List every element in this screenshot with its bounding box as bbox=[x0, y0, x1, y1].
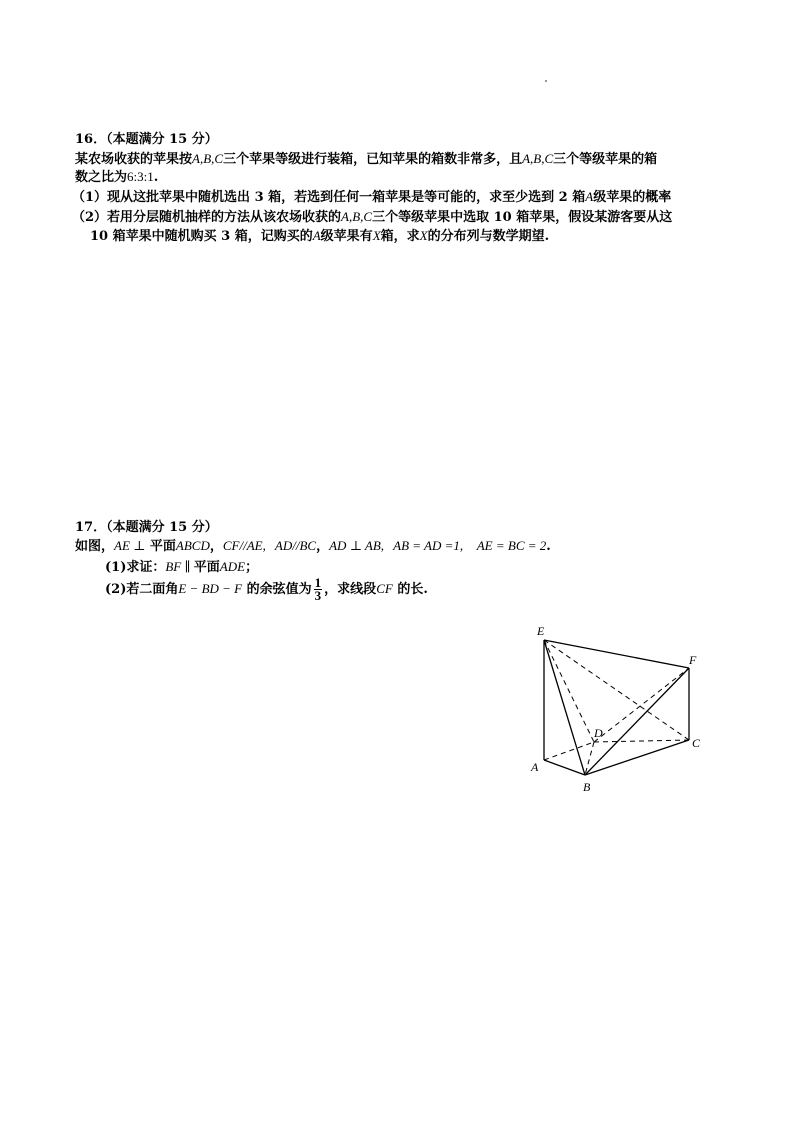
scan-dot bbox=[545, 80, 547, 82]
q17-part2: (2)若二面角E − BD − F 的余弦值为 $\frac{1}{3}$ ，求线段CF 的长. bbox=[105, 575, 428, 603]
q16-part1: （1）现从这批苹果中随机选出 3 箱，若选到任何一箱苹果是等可能的，求至少选到 2 箱A级苹果的概率 bbox=[72, 189, 672, 205]
edge-ED bbox=[544, 640, 594, 742]
label-E: E bbox=[537, 624, 545, 638]
geometry-figure bbox=[520, 615, 740, 800]
label-C: C bbox=[692, 736, 701, 750]
edge-AB bbox=[544, 760, 585, 775]
edge-EB bbox=[544, 640, 585, 775]
edge-DF bbox=[594, 668, 689, 742]
q17-given: 如图，AE ⊥ 平面ABCD，CF//AE, AD//BC，AD ⊥ AB, AB = AD =1, AE = BC = 2. bbox=[75, 538, 551, 554]
edge-EF bbox=[544, 640, 689, 668]
q16-stem-line1: 某农场收获的苹果按A,B,C三个苹果等级进行装箱，已知苹果的箱数非常多，且A,B,C三个等级苹果的箱 bbox=[75, 151, 658, 167]
edge-BF bbox=[585, 668, 689, 775]
label-A: A bbox=[531, 760, 539, 774]
q17-title: 17．（本题满分 15 分） bbox=[75, 520, 218, 535]
edge-AD bbox=[544, 742, 594, 760]
q16-title: 16．（本题满分 15 分） bbox=[75, 132, 218, 147]
edge-DC bbox=[594, 740, 689, 742]
q17-part1: (1)求证：BF ∥ 平面ADE； bbox=[105, 559, 259, 575]
label-F: F bbox=[689, 653, 697, 667]
q16-part2-line2: 10 箱苹果中随机购买 3 箱，记购买的A级苹果有X箱，求X的分布列与数学期望. bbox=[90, 228, 550, 244]
q16-part2-line1: （2）若用分层随机抽样的方法从该农场收获的A,B,C三个等级苹果中选取 10 箱苹果，假设某游客要从这 bbox=[72, 209, 673, 225]
label-B: B bbox=[583, 780, 591, 794]
q16-stem-line2: 数之比为6:3:1. bbox=[75, 169, 159, 185]
edge-BC bbox=[585, 740, 689, 775]
label-D: D bbox=[594, 726, 603, 740]
fraction-one-third: $\frac{1}{3}$ bbox=[314, 575, 322, 603]
